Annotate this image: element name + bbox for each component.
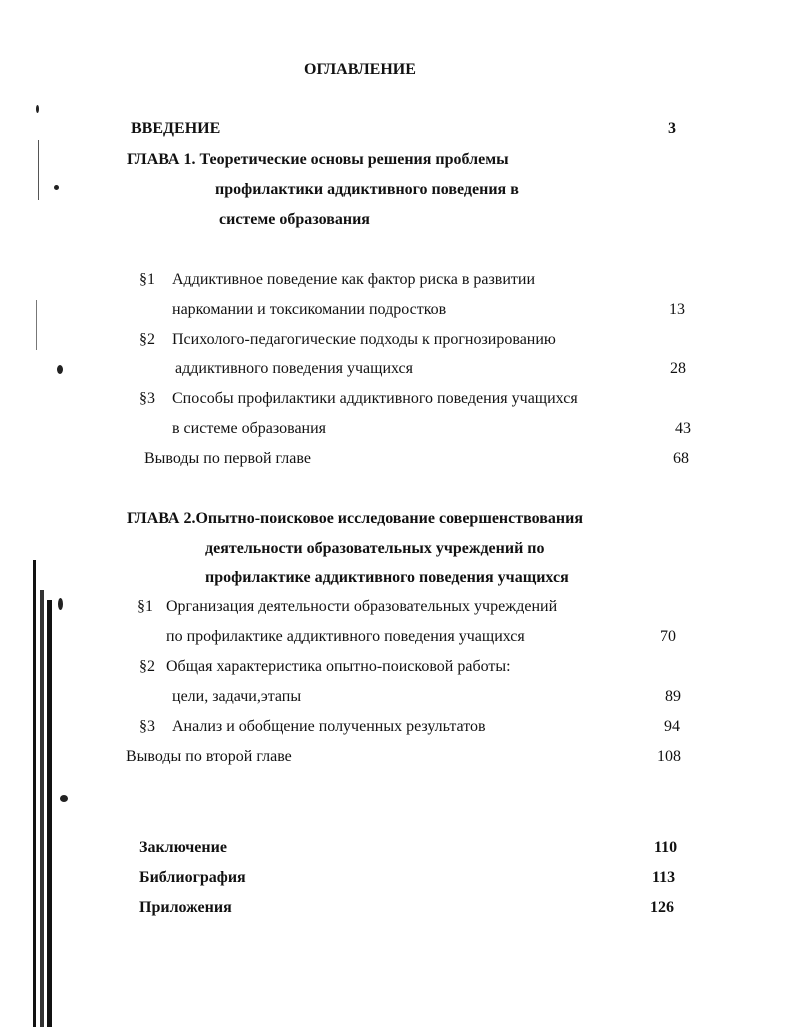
section-title-line2: наркомании и токсикомании подростков [172,301,447,318]
scan-edge-line [47,600,52,1027]
backmatter-page: 113 [652,869,676,886]
toc-intro-label: ВВЕДЕНИЕ [131,120,221,137]
section-page: 70 [660,628,676,645]
chapter1-title-line3: системе образования [219,211,370,228]
chapter2-conclusion-page: 108 [657,748,681,765]
page-title: ОГЛАВЛЕНИЕ [304,61,416,78]
section-title-line2: в системе образования [172,420,327,437]
section-title-line2: аддиктивного поведения учащихся [175,360,414,377]
chapter2-title-line2: деятельности образовательных учреждений по [205,540,545,557]
section-title-line1: Анализ и обобщение полученных результатов [172,718,486,735]
section-mark: §3 [139,718,155,735]
section-page: 28 [670,360,686,377]
section-title-line1: Способы профилактики аддиктивного поведения учащихся [172,390,578,407]
section-page: 43 [675,420,691,437]
section-title-line1: Организация деятельности образовательных учреждений [166,598,558,615]
section-title-line2: по профилактике аддиктивного поведения учащихся [166,628,525,645]
scan-edge-line [40,590,44,1027]
section-page: 13 [669,301,685,318]
section-title-line2: цели, задачи,этапы [172,688,302,705]
scan-speck [58,598,63,610]
backmatter-page: 110 [654,839,678,856]
section-mark: §1 [137,598,153,615]
scan-edge-line [33,560,36,1027]
section-page: 94 [664,718,680,735]
section-mark: §2 [139,658,155,675]
scan-speck [57,365,63,374]
chapter1-title-line1: ГЛАВА 1. Теоретические основы решения проблемы [127,151,509,168]
backmatter-label: Приложения [139,899,232,916]
scan-speck [54,185,59,190]
chapter1-conclusion-label: Выводы по первой главе [144,450,311,467]
section-title-line1: Аддиктивное поведение как фактор риска в развитии [172,271,536,288]
scan-speck [60,795,68,802]
backmatter-page: 126 [650,899,674,916]
section-title-line1: Психолого-педагогические подходы к прогнозированию [172,331,556,348]
backmatter-label: Заключение [139,839,227,856]
section-mark: §2 [139,331,155,348]
chapter1-title-line2: профилактики аддиктивного поведения в [215,181,519,198]
chapter1-conclusion-page: 68 [673,450,689,467]
section-mark: §1 [139,271,155,288]
section-mark: §3 [139,390,155,407]
toc-intro-page: 3 [668,120,676,137]
chapter2-conclusion-label: Выводы по второй главе [126,748,292,765]
section-title-line1: Общая характеристика опытно-поисковой работы: [166,658,511,675]
scan-edge-line [38,140,39,200]
chapter2-title-line3: профилактике аддиктивного поведения учащихся [205,569,569,586]
backmatter-label: Библиография [139,869,246,886]
chapter2-title-line1: ГЛАВА 2.Опытно-поисковое исследование совершенствования [127,510,583,527]
scan-speck [36,105,39,113]
scan-edge-line [36,300,37,350]
section-page: 89 [665,688,681,705]
